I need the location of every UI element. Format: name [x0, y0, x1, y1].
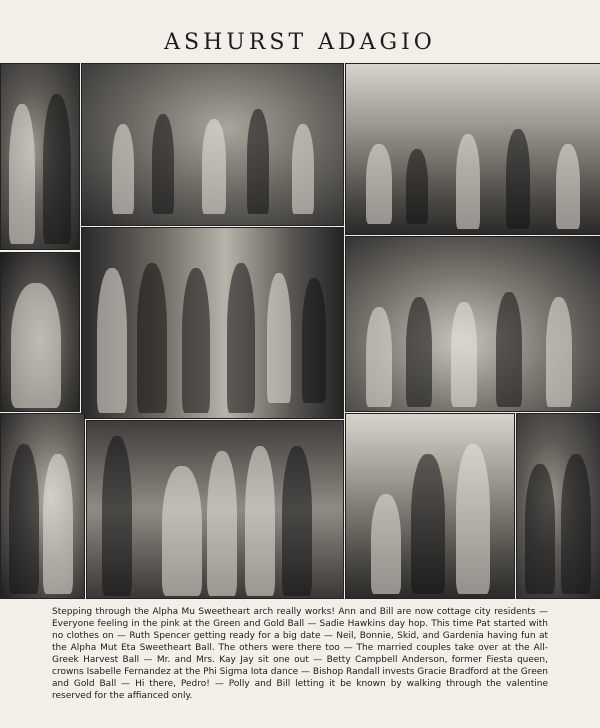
photo-alpha-eta-sweetheart-ball: [81, 227, 344, 419]
photo-ruth-spencer: [0, 252, 80, 412]
photo-all-greek-harvest-ball: [345, 236, 600, 412]
photo-kay-jay-sit-out: [0, 413, 85, 599]
photo-green-gold-ball-dancers: [81, 63, 344, 226]
photo-sadie-hawkins-hop: [345, 63, 600, 235]
photo-valentine-couple: [516, 413, 600, 599]
photo-sweetheart-arch: [0, 63, 80, 250]
page-title: ASHURST ADAGIO: [164, 30, 436, 55]
photo-caption: Stepping through the Alpha Mu Sweetheart arch really works! Ann and Bill are now cottage city residents — Everyone feeling in the pink at the Green and Gold Ball — Sadie Hawkins day hop. This time Pat started with no clothes on — Ruth Spencer getting ready for a big date — Neil, Bonnie, Skid, and Gardenia having fun at the Alpha Mut Eta Sweetheart Ball. The others were there too — The married couples take over at the All-Greek Harvest Ball — Mr. and Mrs. Kay Jay sit one out — Betty Campbell Anderson, former Fiesta queen, crowns Isabelle Fernandez at the Phi Sigma Iota dance — Bishop Randall invests Gracie Bradford at the Green and Gold Ball — Hi there, Pedro! — Polly and Bill letting it be known by walking through the valentine reserved for the affianced only.: [52, 607, 548, 701]
photo-bishop-randall-investiture: [345, 413, 515, 599]
photo-fiesta-queen-crowning: [86, 420, 344, 599]
